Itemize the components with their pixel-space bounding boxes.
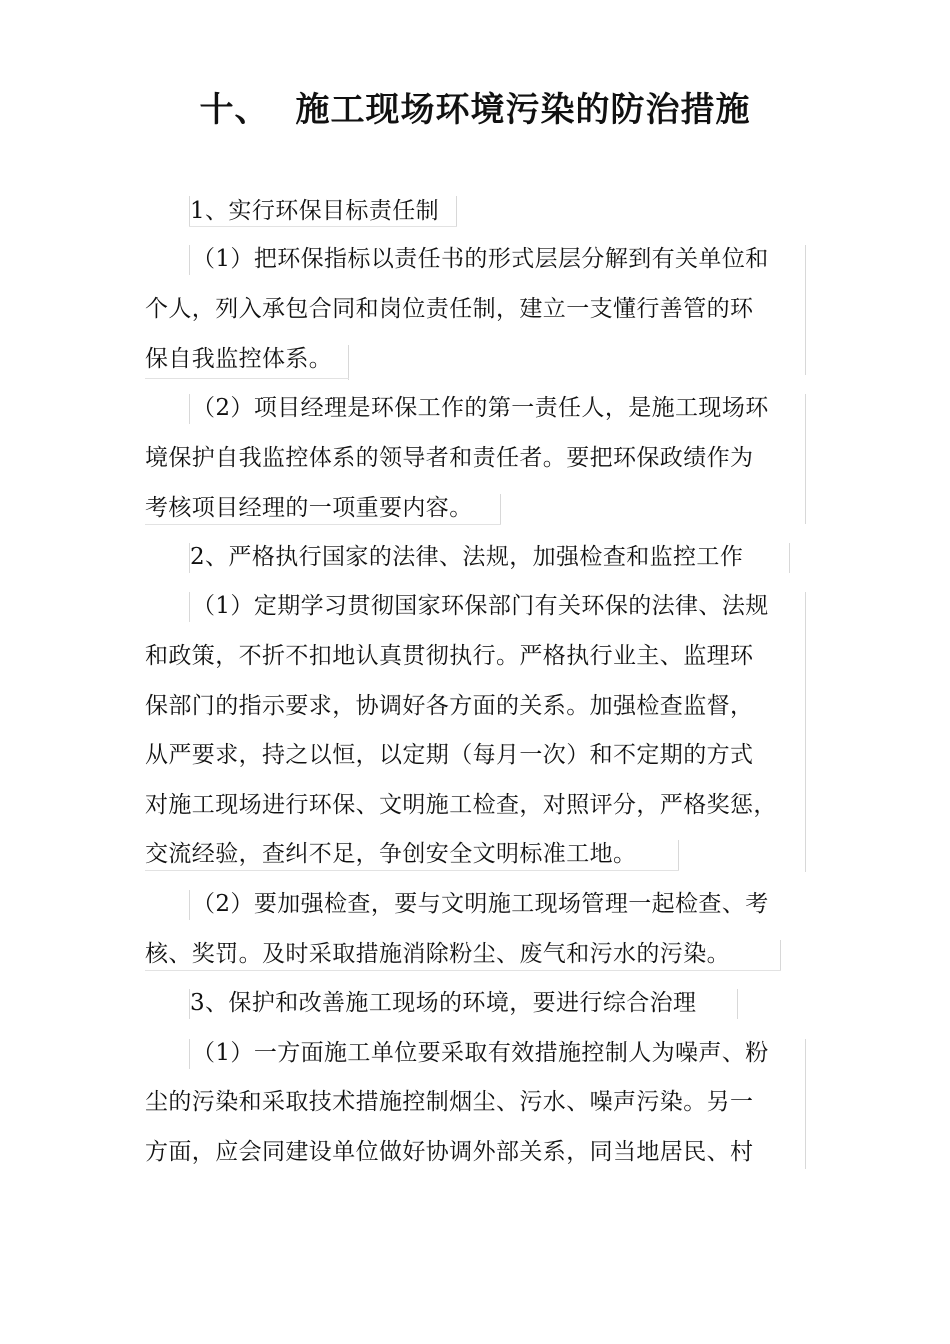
guide-mark xyxy=(189,245,190,275)
section-heading-3: 3、保护和改善施工现场的环境，要进行综合治理 xyxy=(190,990,697,1016)
guide-mark xyxy=(189,1039,190,1069)
guide-mark xyxy=(805,592,806,872)
guide-mark xyxy=(780,940,781,970)
guide-mark xyxy=(145,524,501,525)
paragraph-line: 从严要求，持之以恒，以定期（每月一次）和不定期的方式 xyxy=(145,742,754,768)
guide-mark xyxy=(189,890,190,920)
guide-mark xyxy=(145,970,781,971)
guide-mark xyxy=(737,989,738,1019)
paragraph-line: 核、奖罚。及时采取措施消除粉尘、废气和污水的污染。 xyxy=(145,941,730,967)
guide-mark xyxy=(189,592,190,622)
title-number: 十、 xyxy=(199,90,270,130)
section-heading-2: 2、严格执行国家的法律、法规，加强检查和监控工作 xyxy=(190,544,744,570)
paragraph-line: 尘的污染和采取技术措施控制烟尘、污水、噪声污染。另一 xyxy=(145,1089,754,1115)
guide-mark xyxy=(145,870,679,871)
paragraph-line: 对施工现场进行环保、文明施工检查，对照评分，严格奖惩， xyxy=(145,792,777,818)
guide-mark xyxy=(805,245,806,375)
paragraph-line: （1）一方面施工单位要采取有效措施控制人为噪声、粉 xyxy=(192,1040,769,1066)
section-heading-1: 1、实行环保目标责任制 xyxy=(190,198,440,224)
paragraph-line: （2）要加强检查，要与文明施工现场管理一起检查、考 xyxy=(192,891,769,917)
paragraph-line: 考核项目经理的一项重要内容。 xyxy=(145,495,473,521)
paragraph-line: （1）定期学习贯彻国家环保部门有关环保的法律、法规 xyxy=(192,593,769,619)
paragraph-line: 境保护自我监控体系的领导者和责任者。要把环保政绩作为 xyxy=(145,445,754,471)
paragraph-line: 交流经验，查纠不足，争创安全文明标准工地。 xyxy=(145,841,637,867)
guide-mark xyxy=(189,543,190,573)
guide-mark xyxy=(500,494,501,524)
paragraph-line: 和政策，不折不扣地认真贯彻执行。严格执行业主、监理环 xyxy=(145,643,754,669)
guide-mark xyxy=(805,1039,806,1169)
page-title xyxy=(0,86,950,134)
paragraph-line: 方面，应会同建设单位做好协调外部关系，同当地居民、村 xyxy=(145,1139,754,1165)
guide-mark xyxy=(145,378,349,379)
paragraph-line: 保部门的指示要求，协调好各方面的关系。加强检查监督， xyxy=(145,693,754,719)
guide-mark xyxy=(189,226,457,227)
paragraph-line: 保自我监控体系。 xyxy=(145,346,333,372)
guide-mark xyxy=(805,394,806,524)
guide-mark xyxy=(678,840,679,870)
guide-mark xyxy=(456,196,457,226)
paragraph-line: 个人，列入承包合同和岗位责任制，建立一支懂行善管的环 xyxy=(145,296,754,322)
guide-mark xyxy=(189,989,190,1019)
guide-mark xyxy=(189,196,190,226)
title-text: 施工现场环境污染的防治措施 xyxy=(295,90,751,130)
guide-mark xyxy=(189,394,190,424)
guide-mark xyxy=(348,345,349,380)
paragraph-line: （1）把环保指标以责任书的形式层层分解到有关单位和 xyxy=(192,246,769,272)
paragraph-line: （2）项目经理是环保工作的第一责任人，是施工现场环 xyxy=(192,395,769,421)
guide-mark xyxy=(789,543,790,573)
